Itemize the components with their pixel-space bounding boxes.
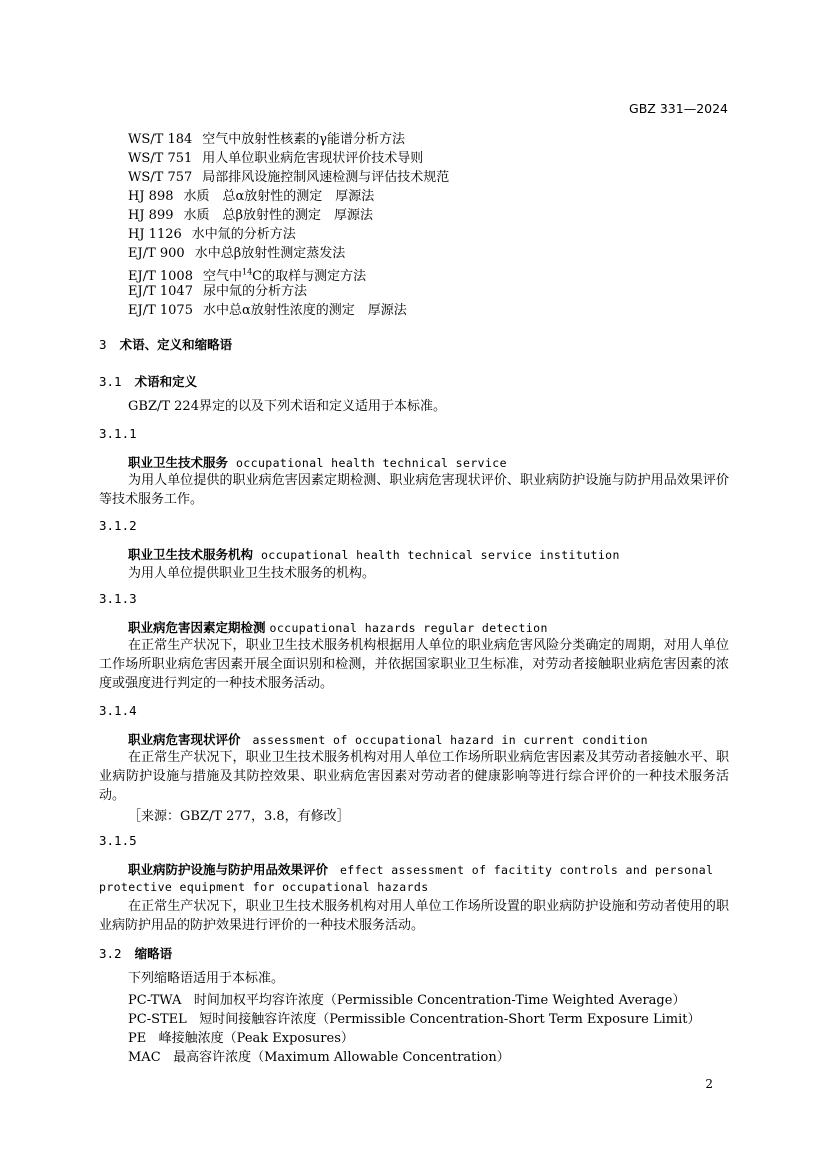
term-en: occupational health technical service [235, 456, 507, 470]
term-heading [128, 453, 507, 471]
reference-code: HJ 1126 [128, 227, 182, 242]
abbreviation-item [128, 1027, 354, 1046]
term-zh: 职业卫生技术服务 [128, 455, 229, 470]
reference-title: 尿中氚的分析方法 [202, 284, 307, 299]
reference-item [128, 187, 728, 206]
term-number: 3.1.5 [99, 833, 137, 848]
reference-item [128, 206, 728, 225]
term-definition: 在正常生产状况下，职业卫生技术服务机构根据用人单位的职业病危害风险分类确定的周期，对用人单位工作场所职业病危害因素开展全面识别和检测，并依据国家职业卫生标准，对劳动者接触职业病危害因素的浓度或强度进行判定的一种技术服务活动。 [99, 638, 729, 691]
reference-code: WS/T 757 [128, 170, 193, 185]
reference-item [128, 282, 728, 301]
reference-title: 水中总α放射性浓度的测定 厚源法 [202, 303, 407, 318]
term-number: 3.1.3 [99, 591, 137, 606]
term-heading [128, 730, 648, 748]
reference-code: HJ 899 [128, 208, 174, 223]
page-number: 2 [705, 1077, 713, 1091]
reference-title: 水质 总α放射性的测定 厚源法 [183, 189, 375, 204]
reference-title: 水质 总β放射性的测定 厚源法 [183, 208, 374, 223]
term-number: 3.1.4 [99, 703, 137, 718]
term-en: assessment of occupational hazard in current condition [252, 733, 648, 747]
term-en: occupational health technical service institution [260, 548, 620, 562]
abbreviation-desc: 时间加权平均容许浓度（Permissible Concentration-Time Weighted Average） [193, 993, 686, 1008]
abbreviation-item [128, 989, 685, 1008]
abbreviation: MAC [128, 1050, 161, 1065]
abbreviation-desc: 短时间接触容许浓度（Permissible Concentration-Short Term Exposure Limit） [199, 1012, 701, 1027]
reference-item [128, 149, 728, 168]
term-zh: 职业卫生技术服务机构 [128, 547, 254, 562]
term-heading [128, 860, 713, 878]
reference-code: WS/T 184 [128, 132, 193, 147]
reference-title: 空气中放射性核素的γ能谱分析方法 [202, 132, 406, 147]
reference-item [128, 244, 728, 263]
term-source: ［来源：GBZ/T 277，3.8，有修改］ [128, 809, 350, 824]
reference-item [128, 225, 728, 244]
abbreviation-desc: 峰接触浓度（Peak Exposures） [158, 1031, 354, 1046]
section-3-2-heading: 3.2 缩略语 [99, 946, 173, 961]
term-zh: 职业病危害因素定期检测 [128, 620, 266, 635]
term-definition: 为用人单位提供的职业病危害因素定期检测、职业病危害现状评价、职业病防护设施与防护用品效果评价等技术服务工作。 [99, 473, 729, 507]
section-3-heading: 3 术语、定义和缩略语 [99, 337, 233, 352]
term-definition: 为用人单位提供职业卫生技术服务的机构。 [128, 566, 376, 581]
section-3-2-intro: 下列缩略语适用于本标准。 [128, 971, 285, 986]
isotope-superscript: 14 [241, 268, 253, 277]
term-definition: 在正常生产状况下，职业卫生技术服务机构对用人单位工作场所设置的职业病防护设施和劳动者使用的职业病防护用品的防护效果进行评价的一种技术服务活动。 [99, 899, 729, 933]
reference-item [128, 301, 728, 320]
reference-code: EJ/T 1075 [128, 303, 193, 318]
term-heading [128, 618, 548, 636]
reference-title: 水中氚的分析方法 [191, 227, 296, 242]
reference-item [128, 263, 728, 285]
standard-code: GBZ 331—2024 [629, 101, 728, 116]
reference-code: HJ 898 [128, 189, 174, 204]
term-heading-continued [99, 879, 429, 894]
abbreviation-desc: 最高容许浓度（Maximum Allowable Concentration） [173, 1050, 510, 1065]
term-zh: 职业病危害现状评价 [128, 732, 241, 747]
term-heading [128, 545, 620, 563]
reference-title: 局部排风设施控制风速检测与评估技术规范 [202, 170, 450, 185]
abbreviation: PC-TWA [128, 993, 182, 1008]
reference-item [128, 130, 728, 149]
reference-title: 水中总β放射性测定蒸发法 [194, 246, 346, 261]
abbreviation-item [128, 1008, 700, 1027]
reference-title: 空气中$^{14}$C的取样与测定方法 [202, 268, 367, 285]
abbreviation: PC-STEL [128, 1012, 187, 1027]
term-zh: 职业病防护设施与防护用品效果评价 [128, 862, 329, 877]
term-definition: 在正常生产状况下，职业卫生技术服务机构对用人单位工作场所职业病危害因素及其劳动者接触水平、职业病防护设施与措施及其防控效果、职业病危害因素对劳动者的健康影响等进行综合评价的一种技术服务活动。 [99, 750, 729, 803]
section-3-1-intro: GBZ/T 224界定的以及下列术语和定义适用于本标准。 [128, 399, 446, 414]
reference-code: WS/T 751 [128, 151, 193, 166]
reference-code: EJ/T 900 [128, 246, 185, 261]
term-number: 3.1.2 [99, 518, 137, 533]
reference-code: EJ/T 1008 [128, 269, 193, 285]
term-en: occupational hazards regular detection [269, 621, 548, 635]
abbreviation: PE [128, 1031, 147, 1046]
normative-reference-list [128, 130, 728, 320]
section-3-1-heading: 3.1 术语和定义 [99, 374, 198, 389]
term-number: 3.1.1 [99, 426, 137, 441]
reference-item [128, 168, 728, 187]
reference-code: EJ/T 1047 [128, 284, 193, 299]
term-en-continued: protective equipment for occupational hazards [99, 880, 429, 894]
term-en: effect assessment of facitity controls and personal [339, 863, 714, 877]
abbreviation-item [128, 1046, 510, 1065]
reference-title: 用人单位职业病危害现状评价技术导则 [202, 151, 424, 166]
